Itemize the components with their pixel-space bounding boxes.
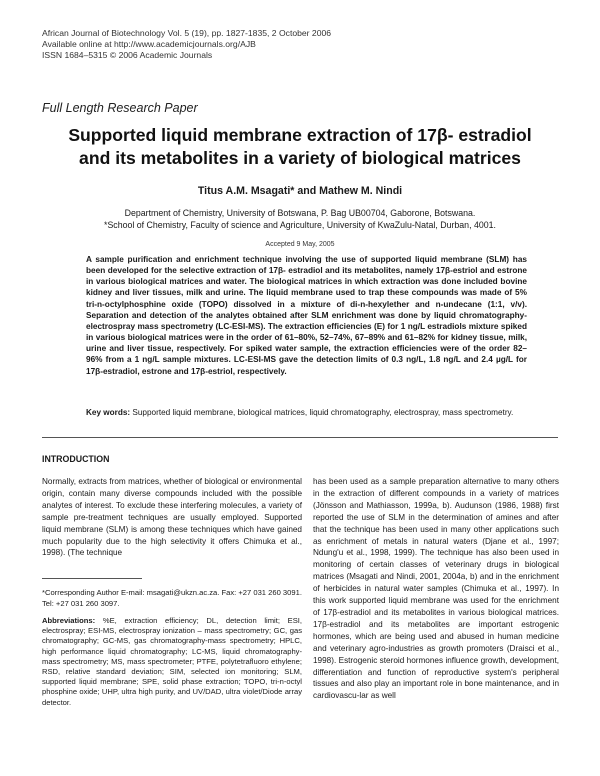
affiliations [40, 208, 560, 231]
affiliation-2: *School of Chemistry, Faculty of science and Agriculture, University of KwaZulu-Natal, Durban, 4001. [104, 219, 496, 230]
paper-title [40, 124, 560, 170]
keywords-text: Supported liquid membrane, biological matrices, liquid chromatography, electrospray, mass spectrometry. [132, 408, 514, 417]
divider [42, 437, 558, 438]
footnote-rule [42, 578, 142, 579]
intro-right-column: has been used as a sample preparation alternative to many others in the extraction of different compounds in a variety of matrices (Jönsson and Mathiasson, 1999a, b). Audunson (1986, 1988) first reported the use of SLM in the determination of amines and after that the technique has been used in many other applications such as enrichment of metals in natural waters (Djane et al., 1997; Ndung'u et al., 1998, 1999). The technique has also been used in monitoring of certain classes of veterinary drugs in biological matrices (Msagati and Nindi, 2001, 2004a, b) and in the enrichment of herbicides in natural water samples (Chimuka et al., 1997). In this work supported liquid membrane was used for the enrichment of 17β-estradiol and its metabolites in various biological matrices. 17β-estradiol and its metabolites are important estrogenic hormones, which are being used and abused in human medicine and veterinary agro-industries as growth promoters (Draisci et al., 1998). Estrogenic steroid hormones influence growth, development, differentiation and function of reproductive system's peripheral tissues and also play an important role in bone maintenance, and in cardiovascu-lar as well [313, 477, 559, 701]
title-line-2: and its metabolites in a variety of biological matrices [79, 148, 521, 168]
correspondence-footnote: *Corresponding Author E-mail: msagati@ukzn.ac.za. Fax: +27 031 260 3091. Tel: +27 031 260 3097. [42, 588, 302, 608]
abbreviations [42, 616, 302, 708]
journal-issn: ISSN 1684–5315 © 2006 Academic Journals [42, 50, 213, 60]
abstract: A sample purification and enrichment technique involving the use of supported liquid membrane (SLM) has been developed for the selective extraction of 17β- estradiol and its metabolites, namely 17β-estriol and estrone in various biological matrices and water. The biological matrices in which extraction was done included bovine kidney and liver tissues, milk and urine. The liquid membrane used to trap these compounds was made of 5% tri-n-octylphosphine oxide (TOPO) dissolved in a mixture of di-n-hexylether and n-undecane (1:1, v/v). Separation and detection of the analytes obtained after SLM enrichment was done by liquid chromatography-electrospray mass spectrometry (LC-ESI-MS). The extraction efficiencies (E) for 1 ng/L estradiols mixture spiked in various biological matrices were in the order of 61–80%, 52–74%, 67–89% and 61–82% for kidney tissue, milk, urine and liver tissue, respectively. For spiked water sample, the extraction efficiencies were of the order 82–96% from a 1 ng/L sample mixtures. LC-ESI-MS gave the detection limits of 0.3 ng/L, 1.8 ng/L and 2.4 µg/L for 17β-estradiol, estrone and 17β-estriol, respectively. [86, 255, 527, 376]
abbreviations-text: %E, extraction efficiency; DL, detection limit; ESI, electrospray; ESI-MS, electrospray ionization – mass spectrometry; GC, gas chromatography; GC-MS, gas chromatography-mass spectrometry; HPLC, high performance liquid chromatography; LC-MS, liquid chromatography-mass spectrometry; MS, mass spectrometer; PTFE, polytetrafluoro ethylene; RSD, relative standard deviation; SIM, selected ion monitoring; SLM, supported liquid membrane; SPE, solid phase extraction; TOPO, tri-n-octyl phosphine oxide; UHP, ultra high purity, and UV/DAD, ultra violet/Diode array detector. [42, 616, 302, 707]
abbreviations-label: Abbreviations: [42, 616, 96, 625]
journal-available-online: Available online at http://www.academicjournals.org/AJB [42, 39, 256, 49]
journal-header [42, 28, 331, 61]
keywords-label: Key words: [86, 408, 131, 417]
keywords [86, 407, 527, 418]
journal-citation: African Journal of Biotechnology Vol. 5 (19), pp. 1827-1835, 2 October 2006 [42, 28, 332, 38]
accepted-date: Accepted 9 May, 2005 [265, 241, 335, 248]
title-line-1: Supported liquid membrane extraction of 17β- estradiol [68, 125, 532, 145]
intro-left-column: Normally, extracts from matrices, whether of biological or environmental origin, contain many diverse compounds included with the possible analytes of interest. To exclude these interfering molecules, a variety of sample pre-treatment techniques are usually employed. Supported liquid membrane (SLM) is among these techniques which have gained much popularity due to the high selectivity it offers Chimuka et al., 1998). (The technique [42, 477, 302, 558]
affiliation-1: Department of Chemistry, University of Botswana, P. Bag UB00704, Gaborone, Botswana. [124, 208, 476, 218]
authors: Titus A.M. Msagati* and Mathew M. Nindi [197, 185, 403, 197]
section-heading-introduction: INTRODUCTION [42, 454, 110, 464]
paper-type: Full Length Research Paper [42, 101, 198, 115]
